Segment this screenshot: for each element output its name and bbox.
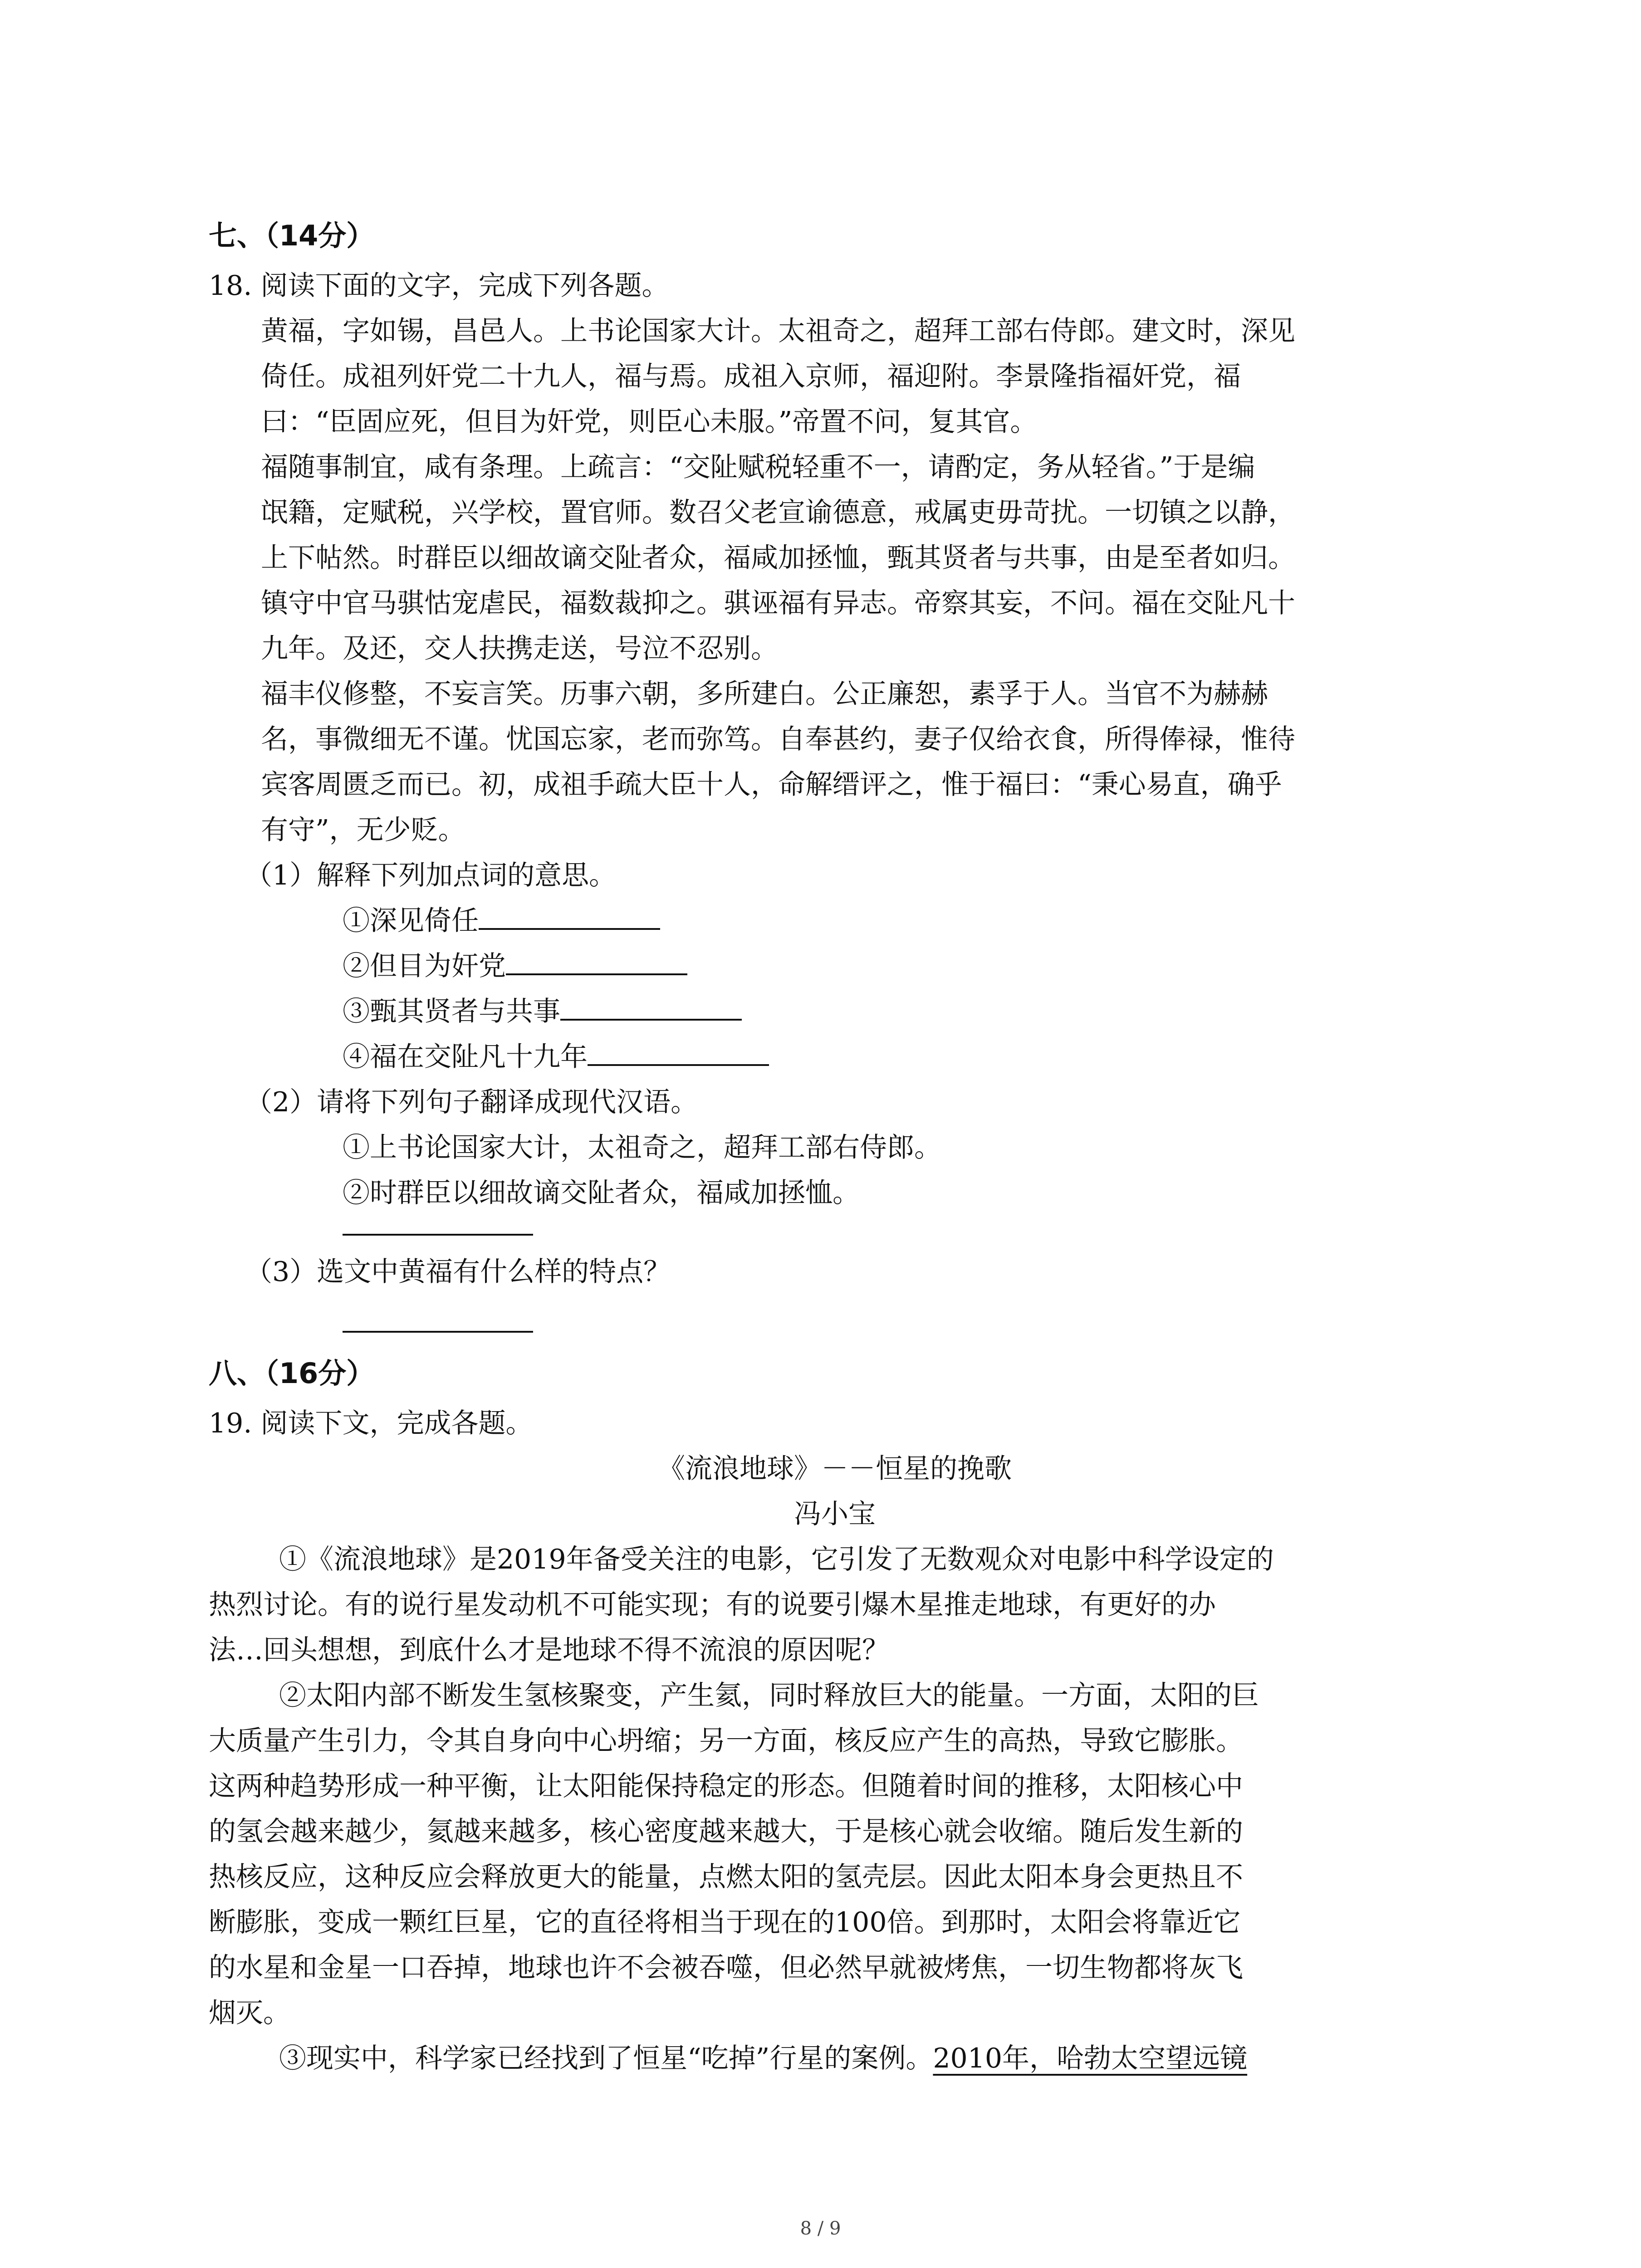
article-line: 热烈讨论。有的说行星发动机不可能实现；有的说要引爆木星推走地球，有更好的办 [209, 1589, 1216, 1621]
passage-line: 曰：“臣固应死，但目为奸党，则臣心未服。”帝置不问，复其官。 [261, 406, 1038, 438]
classical-passage [209, 308, 1461, 853]
article-author: 冯小宝 [794, 1498, 876, 1530]
answer-blank[interactable] [479, 903, 660, 930]
article-line: 断膨胀，变成一颗红巨星，它的直径将相当于现在的100倍。到那时，太阳会将靠近它 [209, 1906, 1241, 1938]
article-line: 这两种趋势形成一种平衡，让太阳能保持稳定的形态。但随着时间的推移，太阳核心中 [209, 1770, 1243, 1802]
article-line [209, 2036, 1461, 2081]
page-content [209, 213, 1461, 2081]
sub1-item-text: ①深见倚任 [343, 905, 479, 937]
section-7-heading: 七、（14分） [209, 219, 375, 252]
answer-line[interactable] [343, 1317, 533, 1333]
p3-text: ③现实中，科学家已经找到了恒星“吃掉”行星的案例。 [279, 2043, 933, 2074]
sub-question-1-label: （1）解释下列加点词的意思。 [245, 860, 617, 891]
sub1-item-text: ③甄其贤者与共事 [343, 996, 560, 1027]
passage-line: 镇守中官马骐怙宠虐民，福数裁抑之。骐诬福有异志。帝察其妄，不问。福在交阯凡十 [261, 587, 1295, 619]
passage-line: 有守”，无少贬。 [261, 814, 465, 846]
sub2-item: ①上书论国家大计，太祖奇之，超拜工部右侍郎。 [343, 1132, 941, 1163]
article-title: 《流浪地球》－－恒星的挽歌 [658, 1453, 1012, 1485]
sub2-item: ②时群臣以细故谪交阯者众，福咸加拯恤。 [343, 1177, 860, 1209]
passage-line: 福随事制宜，咸有条理。上疏言：“交阯赋税轻重不一，请酌定，务从轻省。”于是编 [261, 451, 1255, 483]
question-19-intro: 19. 阅读下文，完成各题。 [209, 1408, 533, 1439]
sub-question-2-label: （2）请将下列句子翻译成现代汉语。 [245, 1086, 698, 1118]
passage-line: 宾客周匮乏而已。初，成祖手疏大臣十人，命解缙评之，惟于福曰：“秉心易直，确乎 [261, 769, 1282, 801]
sub1-item-text: ④福在交阯凡十九年 [343, 1041, 588, 1073]
sub1-item [209, 898, 1461, 943]
article-line: 热核反应，这种反应会释放更大的能量，点燃太阳的氢壳层。因此太阳本身会更热且不 [209, 1861, 1243, 1893]
passage-line: 上下帖然。时群臣以细故谪交阯者众，福咸加拯恤，甄其贤者与共事，由是至者如归。 [261, 542, 1295, 574]
answer-blank[interactable] [588, 1039, 769, 1066]
page-number: 8 / 9 [800, 2218, 841, 2239]
article-line: 的水星和金星一口吞掉，地球也许不会被吞噬，但必然早就被烤焦，一切生物都将灰飞 [209, 1952, 1243, 1984]
sub1-item-text: ②但目为奸党 [343, 950, 506, 982]
answer-blank[interactable] [506, 948, 687, 975]
answer-blank[interactable] [560, 993, 742, 1021]
article-line: 的氢会越来越少，氦越来越多，核心密度越来越大，于是核心就会收缩。随后发生新的 [209, 1816, 1243, 1848]
sub1-item [209, 943, 1461, 989]
sub-question-3-label: （3）选文中黄福有什么样的特点？ [245, 1256, 671, 1288]
article-line: ①《流浪地球》是2019年备受关注的电影，它引发了无数观众对电影中科学设定的 [279, 1544, 1274, 1575]
passage-line: 名，事微细无不谨。忧国忘家，老而弥笃。自奉甚约，妻子仅给衣食，所得俸禄，惟待 [261, 723, 1295, 755]
article-line: 大质量产生引力，令其自身向中心坍缩；另一方面，核反应产生的高热，导致它膨胀。 [209, 1725, 1243, 1757]
answer-line[interactable] [343, 1220, 533, 1236]
article-line: 烟灭。 [209, 1997, 290, 2029]
passage-line: 倚任。成祖列奸党二十九人，福与焉。成祖入京师，福迎附。李景隆指福奸党，福 [261, 361, 1241, 392]
sub1-item [209, 989, 1461, 1034]
passage-line: 九年。及还，交人扶携走送，号泣不忍别。 [261, 633, 778, 665]
passage-line: 福丰仪修整，不妄言笑。历事六朝，多所建白。公正廉恕，素孚于人。当官不为赫赫 [261, 678, 1268, 710]
p3-underlined-text: 2010年，哈勃太空望远镜 [933, 2043, 1248, 2074]
article-line: ②太阳内部不断发生氢核聚变，产生氦，同时释放巨大的能量。一方面，太阳的巨 [279, 1680, 1259, 1711]
section-8-heading: 八、（16分） [209, 1357, 375, 1390]
article-body [209, 1537, 1461, 2081]
article-line: 法…回头想想，到底什么才是地球不得不流浪的原因呢？ [209, 1634, 889, 1666]
passage-line: 黄福，字如锡，昌邑人。上书论国家大计。太祖奇之，超拜工部右侍郎。建文时，深见 [261, 315, 1295, 347]
passage-line: 氓籍，定赋税，兴学校，置官师。数召父老宣谕德意，戒属吏毋苛扰。一切镇之以静， [261, 497, 1295, 528]
sub1-item [209, 1034, 1461, 1080]
question-18-intro: 18. 阅读下面的文字，完成下列各题。 [209, 270, 669, 302]
